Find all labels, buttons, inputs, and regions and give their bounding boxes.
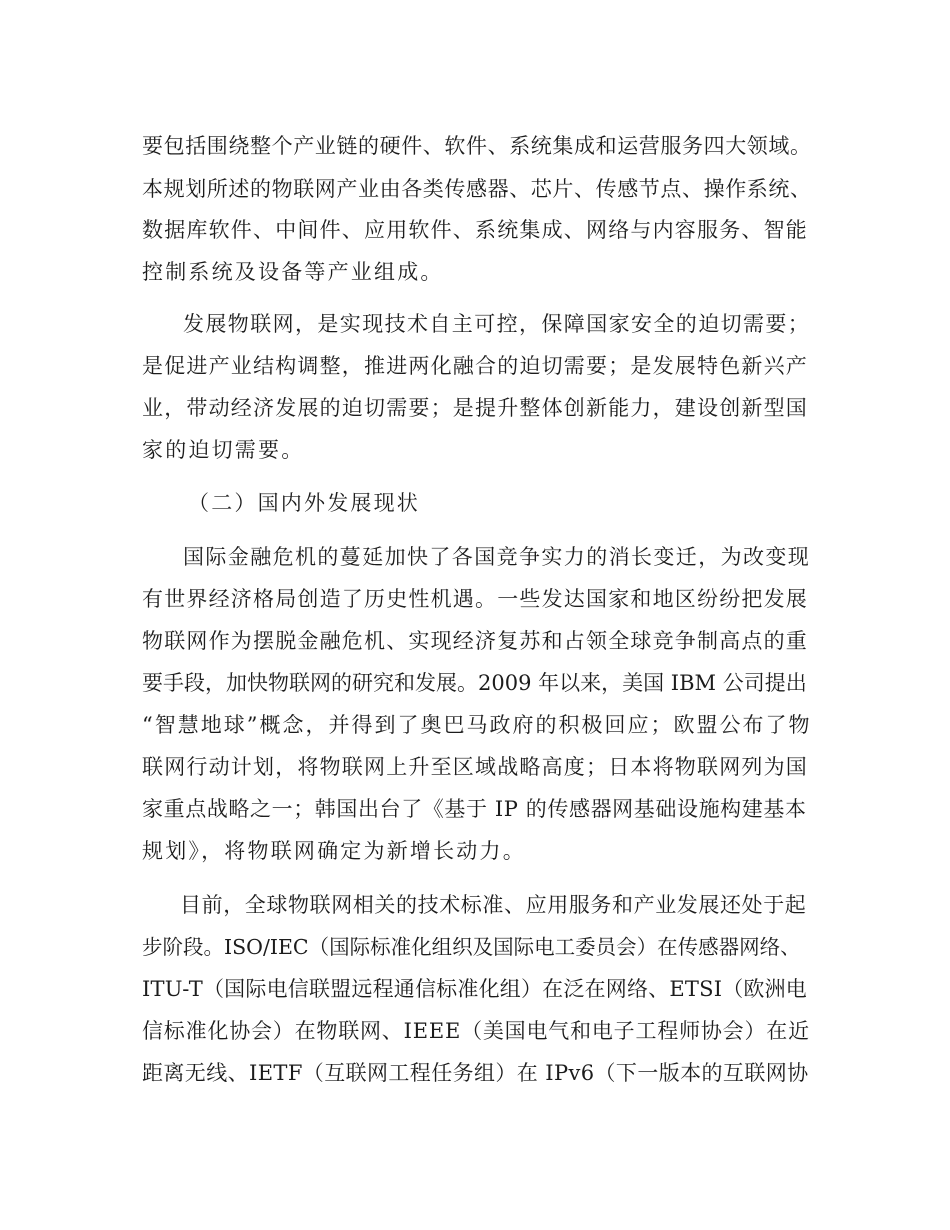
paragraph-4-line-5: 距离无线、IETF（互联网工程任务组）在 IPv6（下一版本的互联网协 [142,1061,809,1085]
paragraph-3-line-5: “智慧地球”概念，并得到了奥巴马政府的积极回应；欧盟公布了物 [142,713,812,737]
paragraph-3-line-2: 有世界经济格局创造了历史性机遇。一些发达国家和地区纷纷把发展 [142,587,808,611]
paragraph-1-line-4: 控制系统及设备等产业组成。 [142,260,444,284]
paragraph-2-line-2: 是促进产业结构调整，推进两化融合的迫切需要；是发展特色新兴产 [142,354,808,378]
paragraph-3-line-7: 家重点战略之一；韩国出台了《基于 IP 的传感器网基础设施构建基本 [142,797,807,821]
paragraph-4-line-2: 步阶段。ISO/IEC（国际标准化组织及国际电工委员会）在传感器网络、 [142,935,801,959]
paragraph-4-line-1: 目前，全球物联网相关的技术标准、应用服务和产业发展还处于起 [180,893,807,917]
paragraph-2-line-3: 业，带动经济发展的迫切需要；是提升整体创新能力，建设创新型国 [142,396,808,420]
paragraph-3-line-3: 物联网作为摆脱金融危机、实现经济复苏和占领全球竞争制高点的重 [142,629,808,653]
paragraph-2-line-4: 家的迫切需要。 [142,438,305,462]
paragraph-3-line-1: 国际金融危机的蔓延加快了各国竞争实力的消长变迁，为改变现 [183,545,811,569]
paragraph-1-line-2: 本规划所述的物联网产业由各类传感器、芯片、传感节点、操作系统、 [142,177,812,201]
paragraph-4-line-3: ITU-T（国际电信联盟远程通信标准化组）在泛在网络、ETSI（欧洲电 [142,977,808,1001]
section-heading: （二）国内外发展现状 [188,491,420,515]
paragraph-2-line-1: 发展物联网，是实现技术自主可控，保障国家安全的迫切需要； [183,312,811,336]
paragraph-3-line-8: 规划》，将物联网确定为新增长动力。 [142,839,526,863]
paragraph-4-line-4: 信标准化协会）在物联网、IEEE（美国电气和电子工程师协会）在近 [142,1019,810,1043]
paragraph-3-line-4: 要手段，加快物联网的研究和发展。2009 年以来，美国 IBM 公司提出 [142,671,807,695]
paragraph-3-line-6: 联网行动计划，将物联网上升至区域战略高度；日本将物联网列为国 [142,755,808,779]
paragraph-1-line-3: 数据库软件、中间件、应用软件、系统集成、网络与内容服务、智能 [142,218,808,242]
paragraph-1-line-1: 要包括围绕整个产业链的硬件、软件、系统集成和运营服务四大领域。 [142,134,812,158]
